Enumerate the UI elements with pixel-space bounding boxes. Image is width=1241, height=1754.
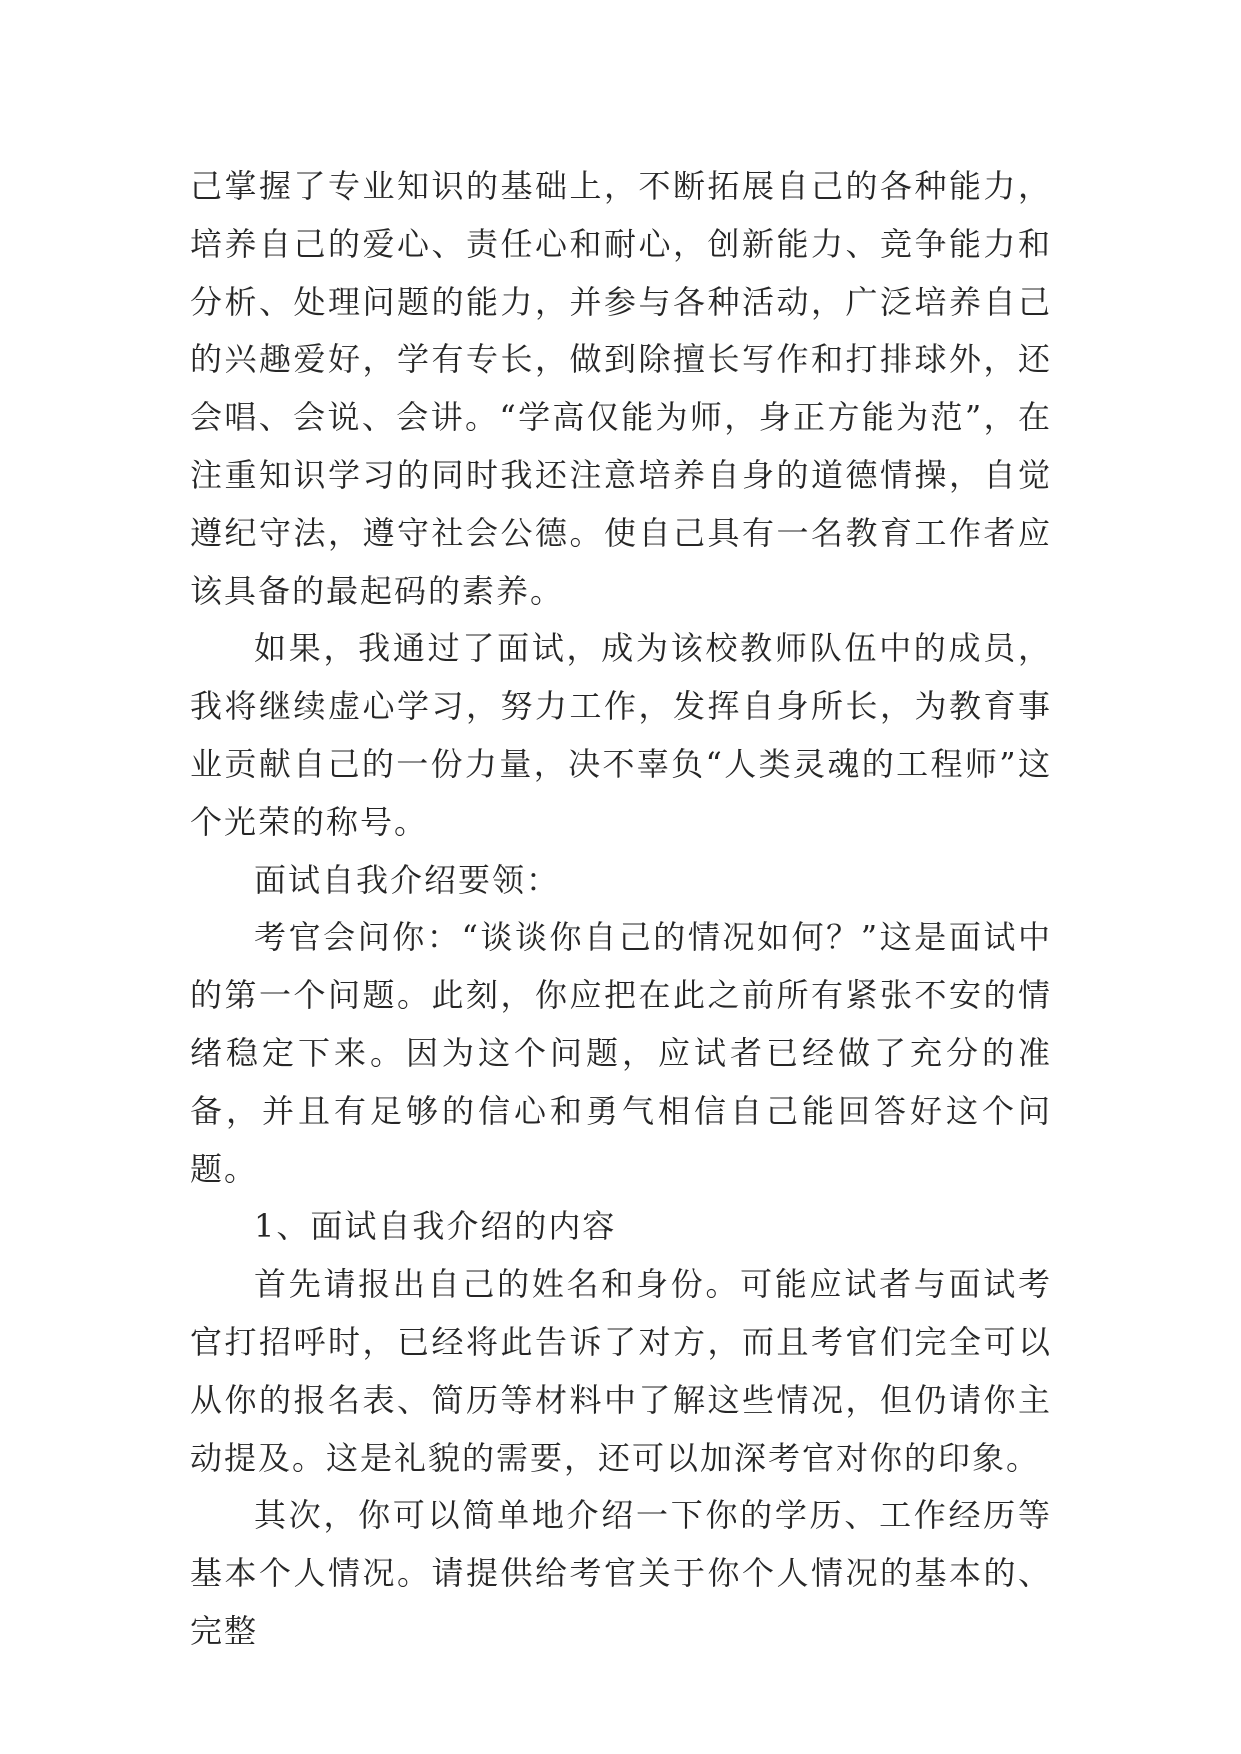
paragraph-6: 首先请报出自己的姓名和身份。可能应试者与面试考官打招呼时，已经将此告诉了对方，而且考官们完全可以从你的报名表、简历等材料中了解这些情况，但仍请你主动提及。这是礼貌的需要，还可以加深考官对你的印象。 [190,1265,1052,1477]
paragraph-1: 己掌握了专业知识的基础上，不断拓展自己的各种能力，培养自己的爱心、责任心和耐心，创新能力、竞争能力和分析、处理问题的能力，并参与各种活动，广泛培养自己的兴趣爱好，学有专长，做到除擅长写作和打排球外，还会唱、会说、会讲。“学高仅能为师，身正方能为范”，在注重知识学习的同时我还注意培养自身的道德情操，自觉遵纪守法，遵守社会公德。使自己具有一名教育工作者应该具备的最起码的素养。 [190,167,1052,610]
subheading-self-intro-content: 1、面试自我介绍的内容 [254,1207,617,1246]
paragraph-2: 如果，我通过了面试，成为该校教师队伍中的成员，我将继续虚心学习，努力工作，发挥自身所长，为教育事业贡献自己的一份力量，决不辜负“人类灵魂的工程师”这个光荣的称号。 [190,629,1052,841]
paragraph-4: 考官会问你：“谈谈你自己的情况如何？”这是面试中的第一个问题。此刻，你应把在此之前所有紧张不安的情绪稳定下来。因为这个问题，应试者已经做了充分的准备，并且有足够的信心和勇气相信自己能回答好这个问题。 [190,918,1052,1188]
paragraph-7: 其次，你可以简单地介绍一下你的学历、工作经历等基本个人情况。请提供给考官关于你个人情况的基本的、完整 [190,1496,1052,1650]
document-body [190,158,1052,1661]
section-heading-interview-tips: 面试自我介绍要领： [254,860,561,899]
